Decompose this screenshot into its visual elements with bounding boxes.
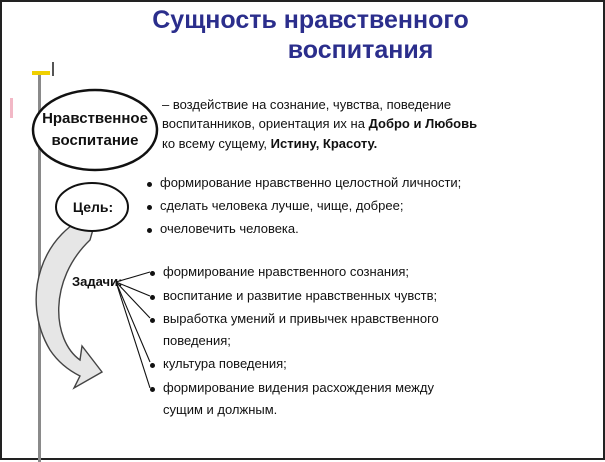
slide-title-line1: Сущность нравственного	[152, 6, 469, 34]
task-bullet-5	[150, 387, 155, 392]
task-item-3-cont: поведения;	[163, 333, 231, 348]
goal-bullet-3	[147, 228, 152, 233]
definition-line3	[162, 136, 377, 152]
tasks-label: Задачи:	[72, 274, 123, 289]
slide-title-line2: воспитания	[287, 36, 434, 64]
task-item-5: формирование видения расхождения между	[163, 380, 434, 395]
task-bullet-2	[150, 295, 155, 300]
definition-line3-bold: Истину, Красоту.	[270, 136, 378, 151]
task-item-2: воспитание и развитие нравственных чувств;	[163, 288, 438, 303]
definition-line2	[162, 116, 477, 132]
goal-item-1: формирование нравственно целостной личности;	[160, 175, 462, 190]
term-label-line1: Нравственное	[42, 110, 148, 127]
term-label	[35, 108, 155, 152]
task-bullet-3	[150, 318, 155, 323]
definition-line2-bold: Добро и Любовь	[368, 116, 478, 131]
definition-line3-text: ко всему сущему,	[162, 136, 271, 151]
task-item-5-cont: сущим и должным.	[163, 402, 278, 417]
task-item-3: выработка умений и привычек нравственного	[163, 311, 439, 326]
task-bullet-4	[150, 363, 155, 368]
term-label-line2: воспитание	[51, 132, 139, 149]
task-item-1: формирование нравственного сознания;	[163, 264, 410, 279]
goal-item-2: сделать человека лучше, чище, добрее;	[160, 198, 404, 213]
goal-bullet-2	[147, 205, 152, 210]
goal-item-3: очеловечить человека.	[160, 221, 299, 236]
task-item-4: культура поведения;	[163, 356, 287, 371]
goal-bullet-1	[147, 182, 152, 187]
goal-label: Цель:	[72, 199, 114, 215]
task-bullet-1	[150, 271, 155, 276]
curved-arrow-icon	[36, 212, 102, 388]
definition-line1: – воздействие на сознание, чувства, поведение	[162, 97, 452, 112]
definition-line2-text: воспитанников, ориентация их на	[162, 116, 369, 131]
